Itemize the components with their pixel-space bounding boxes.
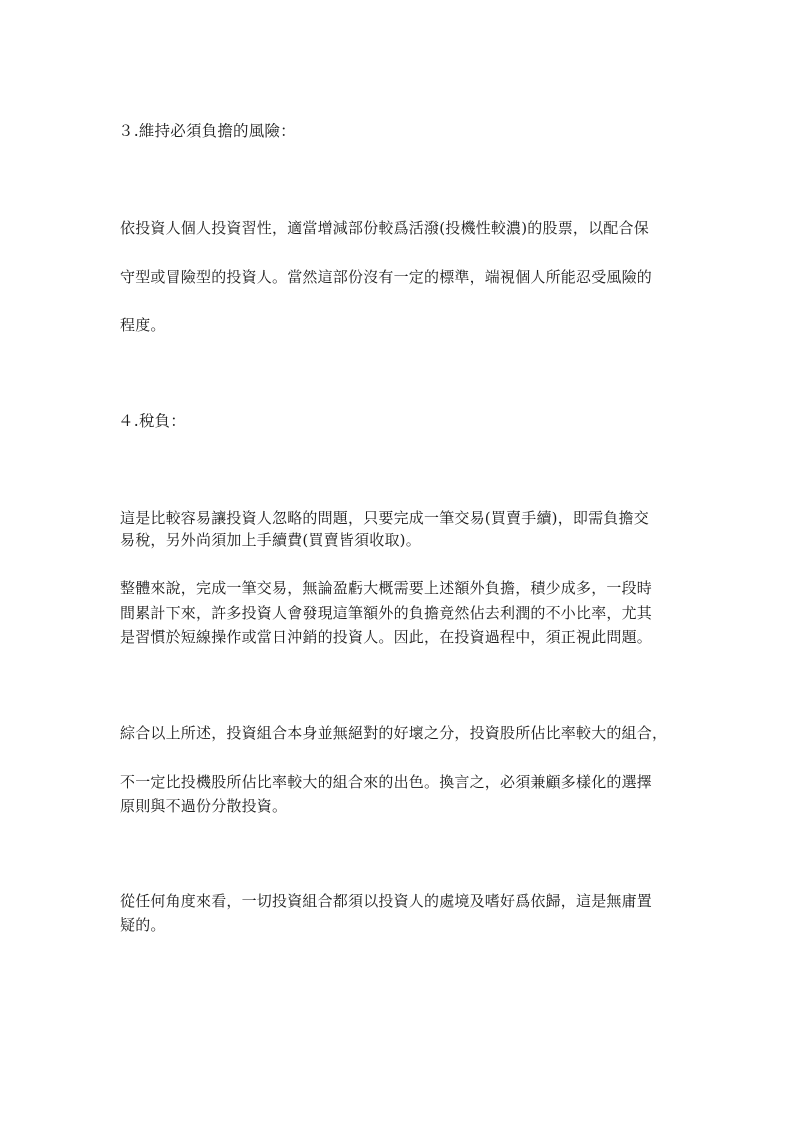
summary-line-3: 原則與不過份分散投資。 [120,797,288,815]
section-3-line-1: 依投資人個人投資習性，適當增減部份較爲活潑(投機性較濃)的股票，以配合保 [120,219,649,237]
conclusion-line-1: 從任何角度來看，一切投資組合都須以投資人的處境及嗜好爲依歸，這是無庸置 [120,892,653,910]
summary-line-1: 綜合以上所述，投資組合本身並無絕對的好壞之分，投資股所佔比率較大的組合， [120,724,668,742]
section-4-para-2-line-2: 間累計下來，許多投資人會發現這筆額外的負擔竟然佔去利潤的不小比率，尤其 [120,604,653,622]
section-3-line-2: 守型或冒險型的投資人。當然這部份沒有一定的標準，端視個人所能忍受風險的 [120,268,653,286]
section-4-para-2-line-1: 整體來說，完成一筆交易，無論盈虧大概需要上述額外負擔，積少成多，一段時 [120,579,653,597]
section-3-heading: ３.維持必須負擔的風險： [118,122,296,140]
section-3-line-3: 程度。 [120,316,166,334]
section-4-para-2-line-3: 是習慣於短線操作或當日沖銷的投資人。因此，在投資過程中，須正視此問題。 [120,628,653,646]
section-4-para-1-line-2: 易稅，另外尚須加上手續費(買賣皆須收取)。 [120,531,421,549]
summary-line-2: 不一定比投機股所佔比率較大的組合來的出色。換言之，必須兼顧多樣化的選擇 [120,773,653,791]
section-4-heading: ４.稅負： [118,412,186,430]
section-4-para-1-line-1: 這是比較容易讓投資人忽略的問題，只要完成一筆交易(買賣手續)，即需負擔交 [120,509,649,527]
conclusion-line-2: 疑的。 [120,916,166,934]
